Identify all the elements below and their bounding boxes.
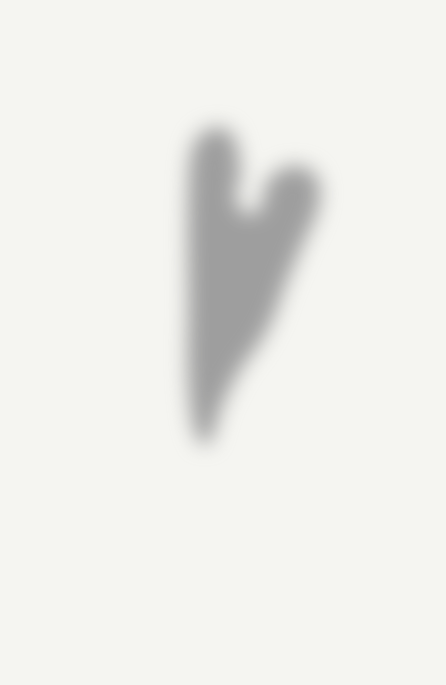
blurred-shape-path (188, 128, 320, 445)
blurred-shape-highlight (235, 175, 265, 215)
